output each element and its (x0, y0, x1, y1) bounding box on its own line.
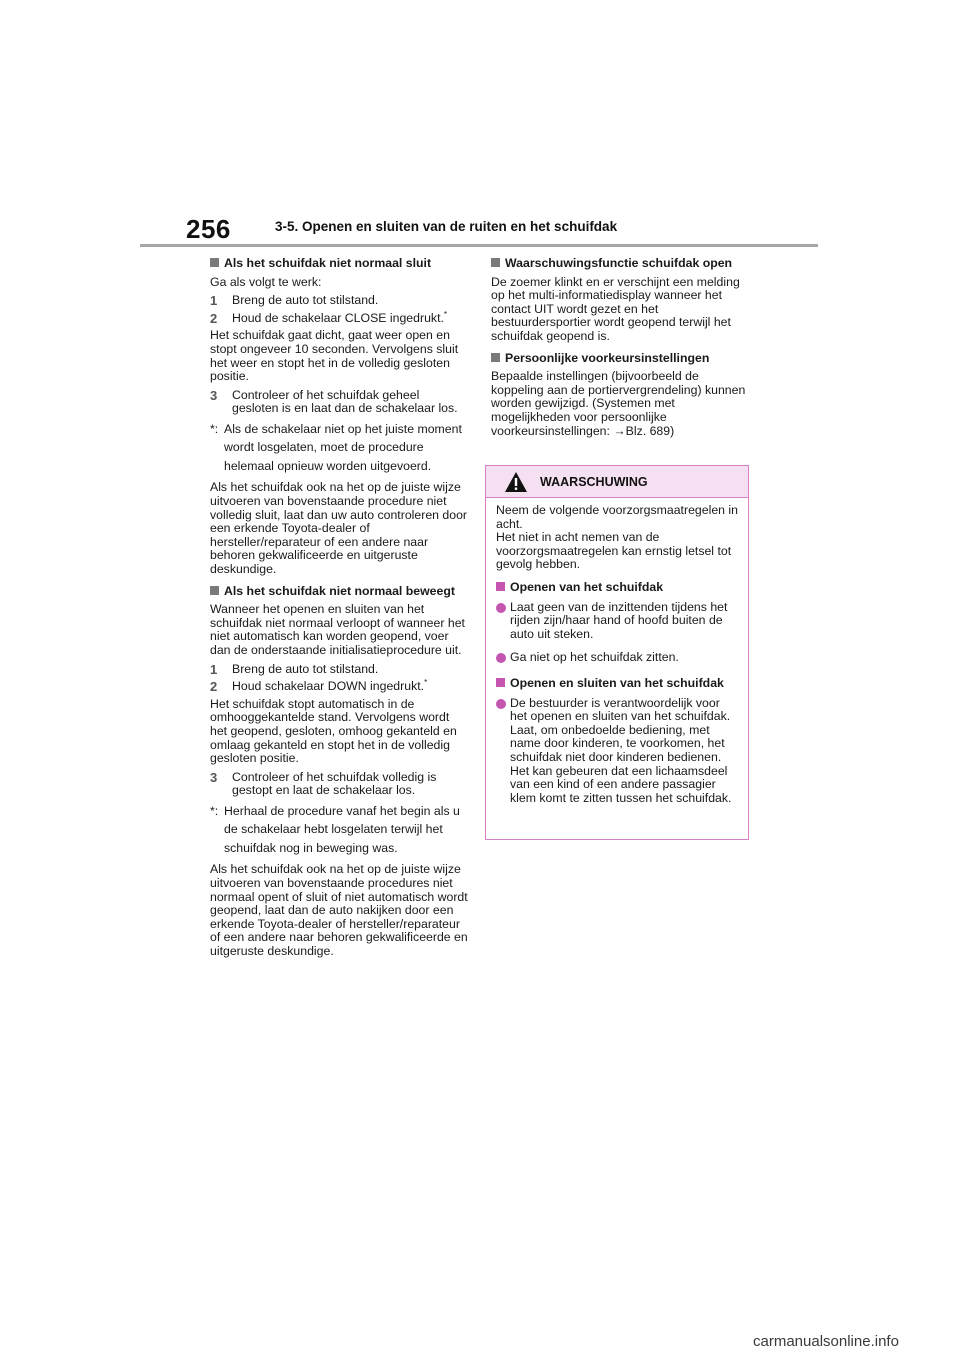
paragraph: Ga als volgt te werk: (210, 274, 322, 289)
watermark-text: carmanualsonline.info (753, 1333, 899, 1350)
step: 3 Controleer of het schuifdak geheel gesloten is en laat dan de schakelaar los. (210, 387, 458, 416)
step: 3 Controleer of het schuifdak volledig is gestopt en laat de schakelaar los. (210, 769, 437, 798)
paragraph: Wanneer het openen en sluiten van het schuifdak niet normaal verloopt of wanneer het niet automatisch kan worden geopend, voer dan de onderstaande initialisatieprocedure uit. (210, 602, 465, 657)
page-header (0, 0, 960, 250)
page-number: 256 (186, 214, 231, 244)
heading-not-moving: Als het schuifdak niet normaal beweegt (210, 585, 468, 599)
warning-title: WAARSCHUWING (540, 474, 648, 489)
paragraph: Het schuifdak gaat dicht, gaat weer open en stopt ongeveer 10 seconden. Vervolgens sluit het weer en stopt het in de volledig gesloten positie. (210, 328, 459, 384)
warning-intro: Neem de volgende voorzorgsmaatregelen in acht. Het niet in acht nemen van de voorzorgsmaatregelen kan ernstig letsel tot gevolg hebben. (496, 503, 738, 572)
square-bullet-icon (496, 582, 505, 591)
heading-open-warning: Waarschuwingsfunctie schuifdak open (491, 257, 753, 271)
warning-body (486, 498, 748, 805)
footnote: *: Herhaal de procedure vanaf het begin als u de schakelaar hebt losgelaten terwijl het schuifdak nog in beweging was. (210, 803, 460, 855)
paragraph: Bepaalde instellingen (bijvoorbeeld de koppeling aan de portiervergrendeling) kunnen worden gewijzigd. (Systemen met mogelijkheden voor persoonlijke voorkeursinstellingen: →Blz. 689) (491, 369, 746, 438)
square-bullet-icon (491, 353, 500, 362)
heading-not-closing: Als het schuifdak niet normaal sluit (210, 257, 468, 271)
round-bullet-icon (496, 653, 506, 663)
paragraph: Het schuifdak stopt automatisch in de omhooggekantelde stand. Vervolgens wordt het geopend, gesloten, omhoog gekanteld en omlaag gekanteld en stopt het in de volledig gesloten positie. (210, 696, 457, 766)
heading-personal-settings: Persoonlijke voorkeursinstellingen (491, 352, 753, 366)
right-column (491, 257, 753, 443)
header-divider (140, 244, 818, 247)
warning-header (486, 466, 748, 498)
warning-box (485, 465, 749, 840)
round-bullet-icon (496, 699, 506, 709)
footnote: *: Als de schakelaar niet op het juiste moment wordt losgelaten, moet de procedure helemaal opnieuw worden uitgevoerd. (210, 421, 462, 473)
square-bullet-icon (496, 678, 505, 687)
paragraph: De zoemer klinkt en er verschijnt een melding op het multi-informatiedisplay wanneer het contact UIT wordt gezet en het bestuurdersportier wordt geopend terwijl het schuifdak geopend is. (491, 274, 740, 343)
step: 2 Houd schakelaar DOWN ingedrukt.* (210, 678, 428, 695)
left-column (210, 257, 468, 964)
square-bullet-icon (210, 258, 219, 267)
warning-bullet: Laat geen van de inzittenden tijdens het rijden zijn/haar hand of hoofd buiten de auto uit steken. (496, 601, 738, 642)
step: 1 Breng de auto tot stilstand. (210, 293, 379, 309)
square-bullet-icon (491, 258, 500, 267)
step: 2 Houd de schakelaar CLOSE ingedrukt.* (210, 309, 448, 326)
step: 1 Breng de auto tot stilstand. (210, 661, 379, 677)
warning-triangle-icon (504, 471, 528, 493)
warning-heading-open-close: Openen en sluiten van het schuifdak (496, 677, 738, 691)
round-bullet-icon (496, 603, 506, 613)
paragraph: Als het schuifdak ook na het op de juiste wijze uitvoeren van bovenstaande procedure niet volledig sluit, laat dan uw auto controleren door een erkende Toyota-dealer of hersteller/reparateur of een andere naar behoren gekwalificeerde en uitgeruste deskundige. (210, 480, 468, 576)
warning-heading-opening: Openen van het schuifdak (496, 581, 738, 595)
square-bullet-icon (210, 586, 219, 595)
warning-bullet: De bestuurder is verantwoordelijk voor het openen en sluiten van het schuifdak. Laat, om onbedoelde bediening, met name door kinderen, te voorkomen, het schuifdak niet door kinderen bedienen. Het kan gebeuren dat een lichaamsdeel van een kind of een andere passagier klem komt te zitten tussen het schuifdak. (496, 697, 738, 806)
paragraph: Als het schuifdak ook na het op de juiste wijze uitvoeren van bovenstaande procedures niet normaal opent of sluit of niet automatisch wordt geopend, laat dan de auto nakijken door een erkende Toyota-dealer of hersteller/reparateur of een andere naar behoren gekwalificeerde en uitgeruste deskundige. (210, 862, 468, 958)
section-title: 3-5. Openen en sluiten van de ruiten en het schuifdak (275, 219, 618, 234)
warning-bullet: Ga niet op het schuifdak zitten. (496, 651, 738, 667)
